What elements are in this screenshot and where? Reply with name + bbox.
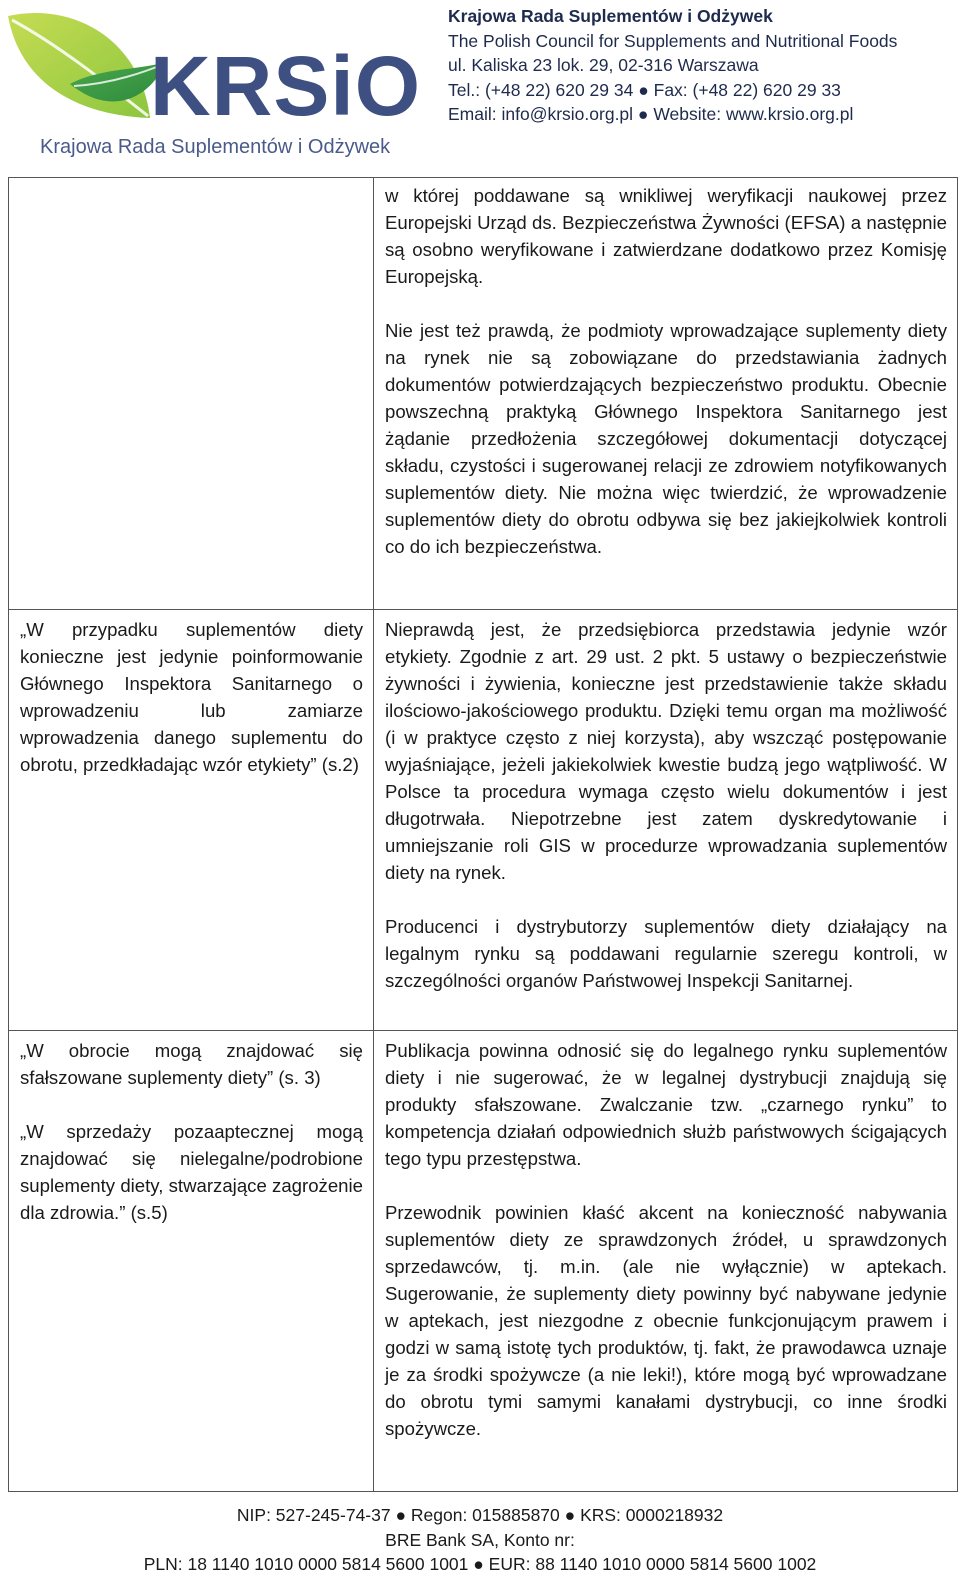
organization-name-english: The Polish Council for Supplements and Nutritional Foods	[448, 30, 898, 51]
organization-phone-fax: Tel.: (+48 22) 620 29 34 ● Fax: (+48 22) 620 29 33	[448, 79, 841, 100]
response-cell	[374, 178, 958, 610]
comments-table	[8, 177, 958, 1492]
response-paragraph: Przewodnik powinien kłaść akcent na konieczność nabywania suplementów diety ze sprawdzonych źródeł, u sprawdzonych sprzedawców, tj. m.in. (ale nie wyłącznie) w aptekach. Sugerowanie, że suplementy diety powinny być nabywane jedynie w aptekach, jest niezgodne z obecnie funkcjonującym prawem i godzi w samą istotę tych produktów, tj. fakt, że prawodawca uznaje je za środki spożywcze (a nie leki!), które mogą być wprowadzane do obrotu tymi samymi kanałami dystrybucji, co inne środki spożywcze.	[385, 1202, 947, 1439]
logo-tagline: Krajowa Rada Suplementów i Odżywek	[40, 136, 391, 158]
organization-email-website: Email: info@krsio.org.pl ● Website: www.krsio.org.pl	[448, 104, 854, 124]
company-registration-footer	[0, 1503, 960, 1577]
footer-bank-name: BRE Bank SA, Konto nr:	[385, 1529, 575, 1550]
organization-contact-block	[448, 4, 897, 127]
logo-wordmark: KRSiO	[150, 39, 422, 133]
krsio-logo	[0, 6, 420, 156]
response-paragraph: Nieprawdą jest, że przedsiębiorca przedstawia jedynie wzór etykiety. Zgodnie z art. 29 ust. 2 pkt. 5 ustawy o bezpieczeństwie żywności i żywienia, konieczne jest przedstawienie także składu ilościowo-jakościowego produktu. Dzięki temu organ ma możliwość (i w praktyce często z niej korzysta), aby wszcząć postępowanie wyjaśniające, jeżeli jakiekolwiek kwestie budzą jego wątpliwość. W Polsce ta procedura wymaga często wielu dokumentów i jest długotrwała. Niepotrzebne jest zatem dyskredytowanie i umniejszanie roli GIS w procedurze wprowadzania suplementów diety na rynek.	[385, 619, 947, 883]
leaf-icon	[0, 6, 170, 136]
quoted-statement-cell	[9, 1031, 374, 1492]
response-paragraph: Producenci i dystrybutorzy suplementów diety działający na legalnym rynku są poddawani regularnie szeregu kontroli, w szczególności organów Państwowej Inspekcji Sanitarnej.	[385, 916, 947, 991]
quoted-statement-cell	[9, 610, 374, 1031]
quoted-statement: „W obrocie mogą znajdować się sfałszowane suplementy diety” (s. 3)	[20, 1040, 363, 1088]
response-paragraph: Nie jest też prawdą, że podmioty wprowadzające suplementy diety na rynek nie są zobowiązane do przedstawiania żadnych dokumentów potwierdzających bezpieczeństwo produktu. Obecnie powszechną praktyką Głównego Inspektora Sanitarnego jest żądanie przedłożenia szczegółowej dokumentacji dotyczącej składu, czystości i sugerowanej relacji ze zdrowiem notyfikowanych suplementów diety. Nie można więc twierdzić, że wprowadzenie suplementów diety do obrotu odbywa się bez jakiejkolwiek kontroli co do ich bezpieczeństwa.	[385, 320, 947, 557]
quoted-statement-cell	[9, 178, 374, 610]
footer-bank-accounts: PLN: 18 1140 1010 0000 5814 5600 1001 ● EUR: 88 1140 1010 0000 5814 5600 1002	[143, 1554, 817, 1574]
table-row	[9, 1031, 958, 1492]
organization-address: ul. Kaliska 23 lok. 29, 02-316 Warszawa	[448, 55, 759, 75]
table-row	[9, 610, 958, 1031]
response-cell	[374, 1031, 958, 1492]
footer-registration-numbers: NIP: 527-245-74-37 ● Regon: 015885870 ● KRS: 0000218932	[236, 1505, 724, 1525]
response-cell	[374, 610, 958, 1031]
quoted-statement: „W sprzedaży pozaaptecznej mogą znajdować się nielegalne/podrobione suplementy diety, stwarzające zagrożenie dla zdrowia.” (s.5)	[20, 1121, 363, 1223]
response-paragraph: Publikacja powinna odnosić się do legalnego rynku suplementów diety i nie sugerować, że w legalnej dystrybucji znajdują się produkty sfałszowane. Zwalczanie tzw. „czarnego rynku” to kompetencja działań odpowiednich służb państwowych ścigających tego typu przestępstwa.	[385, 1040, 947, 1169]
quoted-statement: „W przypadku suplementów diety konieczne jest jedynie poinformowanie Głównego Inspektora Sanitarnego o wprowadzeniu lub zamiarze wprowadzenia danego suplementu do obrotu, przedkładając wzór etykiety” (s.2)	[20, 619, 363, 775]
table-row	[9, 178, 958, 610]
response-paragraph: w której poddawane są wnikliwej weryfikacji naukowej przez Europejski Urząd ds. Bezpieczeństwa Żywności (EFSA) a następnie są osobno weryfikowane i zatwierdzane dodatkowo przez Komisję Europejską.	[385, 185, 947, 287]
letterhead	[0, 0, 960, 170]
organization-name: Krajowa Rada Suplementów i Odżywek	[448, 6, 773, 26]
